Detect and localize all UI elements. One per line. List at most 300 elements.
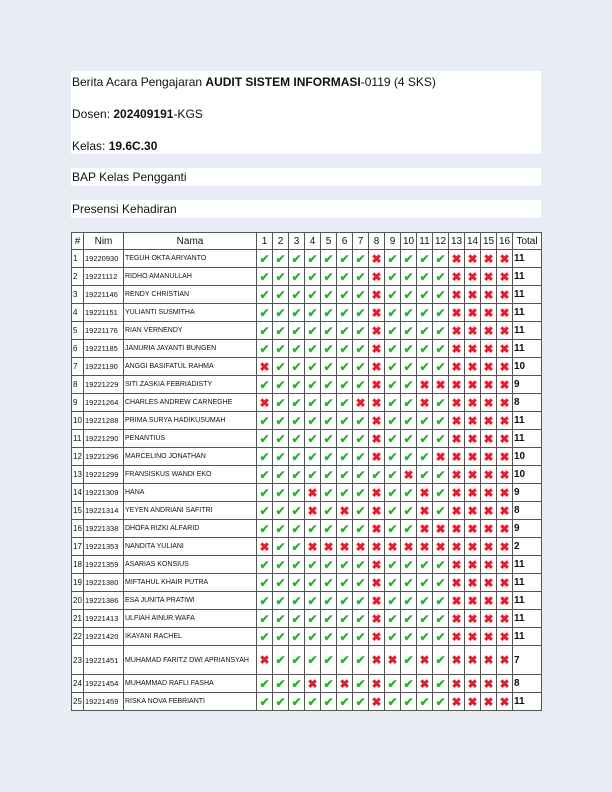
present-check-icon: [305, 574, 321, 592]
present-check-icon: [385, 466, 401, 484]
check-icon: ✔: [259, 593, 270, 608]
cross-icon: ✖: [371, 431, 382, 446]
student-nim: 19220930: [84, 250, 124, 268]
present-check-icon: [385, 340, 401, 358]
present-check-icon: [433, 484, 449, 502]
absent-cross-icon: [433, 538, 449, 556]
check-icon: ✔: [403, 593, 414, 608]
present-check-icon: [433, 628, 449, 646]
attendance-total: 9: [513, 376, 542, 394]
student-name: IKAYANI RACHEL: [124, 628, 257, 646]
check-icon: ✔: [387, 449, 398, 464]
check-icon: ✔: [323, 629, 334, 644]
present-check-icon: [433, 358, 449, 376]
check-icon: ✔: [323, 251, 334, 266]
present-check-icon: [305, 556, 321, 574]
absent-cross-icon: [497, 484, 513, 502]
present-check-icon: [401, 430, 417, 448]
present-check-icon: [305, 250, 321, 268]
cross-icon: ✖: [451, 611, 462, 626]
absent-cross-icon: [497, 675, 513, 693]
present-check-icon: [289, 448, 305, 466]
student-nim: 19221288: [84, 412, 124, 430]
check-icon: ✔: [275, 629, 286, 644]
check-icon: ✔: [259, 557, 270, 572]
check-icon: ✔: [355, 629, 366, 644]
check-icon: ✔: [403, 485, 414, 500]
check-icon: ✔: [323, 503, 334, 518]
cross-icon: ✖: [499, 593, 510, 608]
present-check-icon: [321, 286, 337, 304]
absent-cross-icon: [337, 502, 353, 520]
student-nim: 19221112: [84, 268, 124, 286]
student-name: MUHAMMAD RAFLI FASHA: [124, 675, 257, 693]
check-icon: ✔: [355, 676, 366, 691]
absent-cross-icon: [497, 376, 513, 394]
present-check-icon: [289, 286, 305, 304]
check-icon: ✔: [403, 521, 414, 536]
present-check-icon: [353, 250, 369, 268]
cross-icon: ✖: [467, 503, 478, 518]
present-check-icon: [289, 250, 305, 268]
student-name: FRANSISKUS WANDI EKO: [124, 466, 257, 484]
present-check-icon: [401, 322, 417, 340]
cross-icon: ✖: [371, 269, 382, 284]
present-check-icon: [273, 322, 289, 340]
cross-icon: ✖: [467, 539, 478, 554]
check-icon: ✔: [339, 359, 350, 374]
check-icon: ✔: [291, 629, 302, 644]
absent-cross-icon: [465, 502, 481, 520]
absent-cross-icon: [465, 520, 481, 538]
present-check-icon: [385, 268, 401, 286]
present-check-icon: [401, 304, 417, 322]
check-icon: ✔: [259, 503, 270, 518]
present-check-icon: [305, 286, 321, 304]
cross-icon: ✖: [451, 305, 462, 320]
absent-cross-icon: [417, 538, 433, 556]
check-icon: ✔: [355, 377, 366, 392]
check-icon: ✔: [435, 287, 446, 302]
attendance-total: 11: [513, 250, 542, 268]
present-check-icon: [433, 574, 449, 592]
absent-cross-icon: [465, 304, 481, 322]
absent-cross-icon: [369, 376, 385, 394]
check-icon: ✔: [307, 413, 318, 428]
absent-cross-icon: [465, 322, 481, 340]
table-row: [72, 556, 542, 574]
student-name: MIFTAHUL KHAIR PUTRA: [124, 574, 257, 592]
check-icon: ✔: [403, 395, 414, 410]
present-check-icon: [433, 268, 449, 286]
check-icon: ✔: [435, 251, 446, 266]
absent-cross-icon: [337, 538, 353, 556]
absent-cross-icon: [257, 538, 273, 556]
present-check-icon: [337, 286, 353, 304]
absent-cross-icon: [465, 592, 481, 610]
cross-icon: ✖: [499, 305, 510, 320]
absent-cross-icon: [497, 538, 513, 556]
cross-icon: ✖: [467, 377, 478, 392]
cross-icon: ✖: [483, 503, 494, 518]
absent-cross-icon: [465, 376, 481, 394]
present-check-icon: [257, 448, 273, 466]
check-icon: ✔: [259, 676, 270, 691]
check-icon: ✔: [291, 611, 302, 626]
present-check-icon: [289, 394, 305, 412]
check-icon: ✔: [435, 305, 446, 320]
cross-icon: ✖: [499, 611, 510, 626]
check-icon: ✔: [403, 305, 414, 320]
check-icon: ✔: [435, 593, 446, 608]
check-icon: ✔: [339, 287, 350, 302]
check-icon: ✔: [275, 575, 286, 590]
cross-icon: ✖: [499, 395, 510, 410]
present-check-icon: [385, 412, 401, 430]
table-row: [72, 448, 542, 466]
present-check-icon: [305, 322, 321, 340]
cross-icon: ✖: [371, 305, 382, 320]
absent-cross-icon: [369, 628, 385, 646]
col-meeting: 4: [305, 233, 321, 250]
present-check-icon: [337, 628, 353, 646]
check-icon: ✔: [323, 694, 334, 709]
check-icon: ✔: [355, 341, 366, 356]
present-check-icon: [417, 412, 433, 430]
student-nim: 19221353: [84, 538, 124, 556]
absent-cross-icon: [257, 358, 273, 376]
cross-icon: ✖: [371, 413, 382, 428]
absent-cross-icon: [481, 286, 497, 304]
present-check-icon: [289, 466, 305, 484]
student-nim: 19221151: [84, 304, 124, 322]
absent-cross-icon: [449, 394, 465, 412]
absent-cross-icon: [369, 520, 385, 538]
check-icon: ✔: [419, 611, 430, 626]
cross-icon: ✖: [499, 676, 510, 691]
col-no: #: [72, 233, 84, 250]
cross-icon: ✖: [467, 431, 478, 446]
row-number: 23: [72, 646, 84, 675]
check-icon: ✔: [387, 593, 398, 608]
cross-icon: ✖: [371, 521, 382, 536]
check-icon: ✔: [387, 305, 398, 320]
absent-cross-icon: [369, 484, 385, 502]
check-icon: ✔: [355, 694, 366, 709]
check-icon: ✔: [387, 503, 398, 518]
attendance-total: 10: [513, 466, 542, 484]
check-icon: ✔: [307, 341, 318, 356]
present-check-icon: [417, 268, 433, 286]
cross-icon: ✖: [451, 395, 462, 410]
check-icon: ✔: [387, 287, 398, 302]
present-check-icon: [321, 628, 337, 646]
check-icon: ✔: [419, 251, 430, 266]
col-meeting: 3: [289, 233, 305, 250]
absent-cross-icon: [401, 466, 417, 484]
present-check-icon: [385, 556, 401, 574]
check-icon: ✔: [339, 431, 350, 446]
present-check-icon: [417, 322, 433, 340]
present-check-icon: [417, 693, 433, 711]
present-check-icon: [289, 376, 305, 394]
check-icon: ✔: [323, 395, 334, 410]
table-row: [72, 286, 542, 304]
present-check-icon: [433, 340, 449, 358]
absent-cross-icon: [433, 520, 449, 538]
cross-icon: ✖: [371, 323, 382, 338]
check-icon: ✔: [339, 694, 350, 709]
absent-cross-icon: [465, 358, 481, 376]
absent-cross-icon: [481, 358, 497, 376]
cross-icon: ✖: [499, 653, 510, 667]
present-check-icon: [385, 502, 401, 520]
student-name: CHARLES ANDREW CARNEGHE: [124, 394, 257, 412]
cross-icon: ✖: [339, 539, 350, 554]
present-check-icon: [401, 394, 417, 412]
cross-icon: ✖: [419, 676, 430, 691]
present-check-icon: [305, 376, 321, 394]
present-check-icon: [289, 574, 305, 592]
absent-cross-icon: [465, 430, 481, 448]
cross-icon: ✖: [499, 251, 510, 266]
student-name: YEYEN ANDRIANI SAFITRI: [124, 502, 257, 520]
check-icon: ✔: [307, 694, 318, 709]
presence-band: [71, 200, 541, 218]
col-total: Total: [513, 233, 542, 250]
cross-icon: ✖: [483, 593, 494, 608]
present-check-icon: [385, 376, 401, 394]
present-check-icon: [337, 304, 353, 322]
absent-cross-icon: [465, 268, 481, 286]
present-check-icon: [305, 412, 321, 430]
present-check-icon: [385, 394, 401, 412]
absent-cross-icon: [497, 466, 513, 484]
present-check-icon: [273, 693, 289, 711]
check-icon: ✔: [403, 557, 414, 572]
check-icon: ✔: [403, 341, 414, 356]
cross-icon: ✖: [451, 575, 462, 590]
check-icon: ✔: [275, 377, 286, 392]
present-check-icon: [417, 250, 433, 268]
check-icon: ✔: [291, 521, 302, 536]
table-row: [72, 484, 542, 502]
check-icon: ✔: [403, 449, 414, 464]
absent-cross-icon: [417, 394, 433, 412]
cross-icon: ✖: [467, 413, 478, 428]
check-icon: ✔: [323, 557, 334, 572]
absent-cross-icon: [449, 268, 465, 286]
present-check-icon: [385, 628, 401, 646]
attendance-total: 11: [513, 628, 542, 646]
check-icon: ✔: [435, 269, 446, 284]
check-icon: ✔: [339, 449, 350, 464]
check-icon: ✔: [275, 287, 286, 302]
present-check-icon: [321, 394, 337, 412]
check-icon: ✔: [307, 251, 318, 266]
student-name: NANDITA YULIANI: [124, 538, 257, 556]
present-check-icon: [353, 675, 369, 693]
attendance-total: 11: [513, 556, 542, 574]
present-check-icon: [353, 430, 369, 448]
present-check-icon: [273, 430, 289, 448]
cross-icon: ✖: [371, 557, 382, 572]
check-icon: ✔: [355, 485, 366, 500]
bap-label: BAP Kelas Pengganti: [72, 170, 187, 184]
check-icon: ✔: [339, 653, 350, 667]
present-check-icon: [305, 610, 321, 628]
check-icon: ✔: [403, 251, 414, 266]
cross-icon: ✖: [371, 485, 382, 500]
row-number: 21: [72, 610, 84, 628]
absent-cross-icon: [497, 610, 513, 628]
cross-icon: ✖: [467, 449, 478, 464]
present-check-icon: [257, 250, 273, 268]
cross-icon: ✖: [467, 359, 478, 374]
check-icon: ✔: [339, 251, 350, 266]
present-check-icon: [401, 376, 417, 394]
check-icon: ✔: [323, 323, 334, 338]
student-name: DHOFA RIZKI ALFARID: [124, 520, 257, 538]
present-check-icon: [305, 466, 321, 484]
present-check-icon: [289, 646, 305, 675]
cross-icon: ✖: [467, 287, 478, 302]
absent-cross-icon: [481, 340, 497, 358]
check-icon: ✔: [339, 629, 350, 644]
check-icon: ✔: [323, 359, 334, 374]
absent-cross-icon: [449, 466, 465, 484]
check-icon: ✔: [419, 287, 430, 302]
check-icon: ✔: [339, 305, 350, 320]
absent-cross-icon: [481, 322, 497, 340]
table-row: [72, 412, 542, 430]
absent-cross-icon: [417, 646, 433, 675]
present-check-icon: [417, 556, 433, 574]
table-row: [72, 358, 542, 376]
present-check-icon: [385, 592, 401, 610]
cross-icon: ✖: [499, 557, 510, 572]
col-meeting: 14: [465, 233, 481, 250]
absent-cross-icon: [449, 610, 465, 628]
present-check-icon: [337, 358, 353, 376]
cross-icon: ✖: [499, 485, 510, 500]
absent-cross-icon: [401, 538, 417, 556]
present-check-icon: [257, 628, 273, 646]
check-icon: ✔: [259, 269, 270, 284]
cross-icon: ✖: [483, 287, 494, 302]
present-check-icon: [289, 430, 305, 448]
check-icon: ✔: [275, 395, 286, 410]
present-check-icon: [433, 286, 449, 304]
present-check-icon: [289, 693, 305, 711]
present-check-icon: [353, 502, 369, 520]
table-row: [72, 250, 542, 268]
absent-cross-icon: [369, 675, 385, 693]
check-icon: ✔: [275, 323, 286, 338]
check-icon: ✔: [291, 287, 302, 302]
check-icon: ✔: [259, 341, 270, 356]
cross-icon: ✖: [435, 521, 446, 536]
present-check-icon: [385, 574, 401, 592]
check-icon: ✔: [339, 377, 350, 392]
absent-cross-icon: [497, 693, 513, 711]
present-check-icon: [433, 675, 449, 693]
cross-icon: ✖: [467, 694, 478, 709]
row-number: 17: [72, 538, 84, 556]
present-check-icon: [401, 646, 417, 675]
present-check-icon: [321, 412, 337, 430]
cross-icon: ✖: [499, 521, 510, 536]
present-check-icon: [353, 448, 369, 466]
absent-cross-icon: [465, 646, 481, 675]
check-icon: ✔: [339, 341, 350, 356]
check-icon: ✔: [307, 557, 318, 572]
absent-cross-icon: [449, 412, 465, 430]
check-icon: ✔: [259, 629, 270, 644]
present-check-icon: [273, 592, 289, 610]
bap-band: [71, 168, 541, 186]
check-icon: ✔: [259, 449, 270, 464]
absent-cross-icon: [481, 304, 497, 322]
absent-cross-icon: [481, 250, 497, 268]
present-check-icon: [321, 556, 337, 574]
cross-icon: ✖: [467, 323, 478, 338]
student-nim: 19221146: [84, 286, 124, 304]
student-nim: 19221314: [84, 502, 124, 520]
cross-icon: ✖: [339, 676, 350, 691]
present-check-icon: [337, 556, 353, 574]
col-name: Nama: [124, 233, 257, 250]
course-name: AUDIT SISTEM INFORMASI: [205, 75, 361, 89]
check-icon: ✔: [387, 359, 398, 374]
present-check-icon: [257, 484, 273, 502]
row-number: 5: [72, 322, 84, 340]
check-icon: ✔: [307, 377, 318, 392]
check-icon: ✔: [435, 575, 446, 590]
cross-icon: ✖: [483, 449, 494, 464]
absent-cross-icon: [497, 250, 513, 268]
present-check-icon: [273, 520, 289, 538]
present-check-icon: [321, 502, 337, 520]
present-check-icon: [321, 646, 337, 675]
present-check-icon: [289, 322, 305, 340]
present-check-icon: [321, 520, 337, 538]
cross-icon: ✖: [435, 449, 446, 464]
present-check-icon: [289, 675, 305, 693]
check-icon: ✔: [419, 323, 430, 338]
present-check-icon: [385, 448, 401, 466]
present-check-icon: [305, 693, 321, 711]
check-icon: ✔: [419, 269, 430, 284]
present-check-icon: [257, 693, 273, 711]
absent-cross-icon: [385, 538, 401, 556]
row-number: 11: [72, 430, 84, 448]
check-icon: ✔: [339, 485, 350, 500]
absent-cross-icon: [465, 340, 481, 358]
present-check-icon: [353, 556, 369, 574]
present-check-icon: [257, 376, 273, 394]
present-check-icon: [385, 520, 401, 538]
cross-icon: ✖: [307, 485, 318, 500]
check-icon: ✔: [339, 575, 350, 590]
present-check-icon: [321, 592, 337, 610]
table-row: [72, 646, 542, 675]
present-check-icon: [417, 628, 433, 646]
cross-icon: ✖: [483, 676, 494, 691]
cross-icon: ✖: [483, 431, 494, 446]
absent-cross-icon: [417, 484, 433, 502]
absent-cross-icon: [497, 556, 513, 574]
